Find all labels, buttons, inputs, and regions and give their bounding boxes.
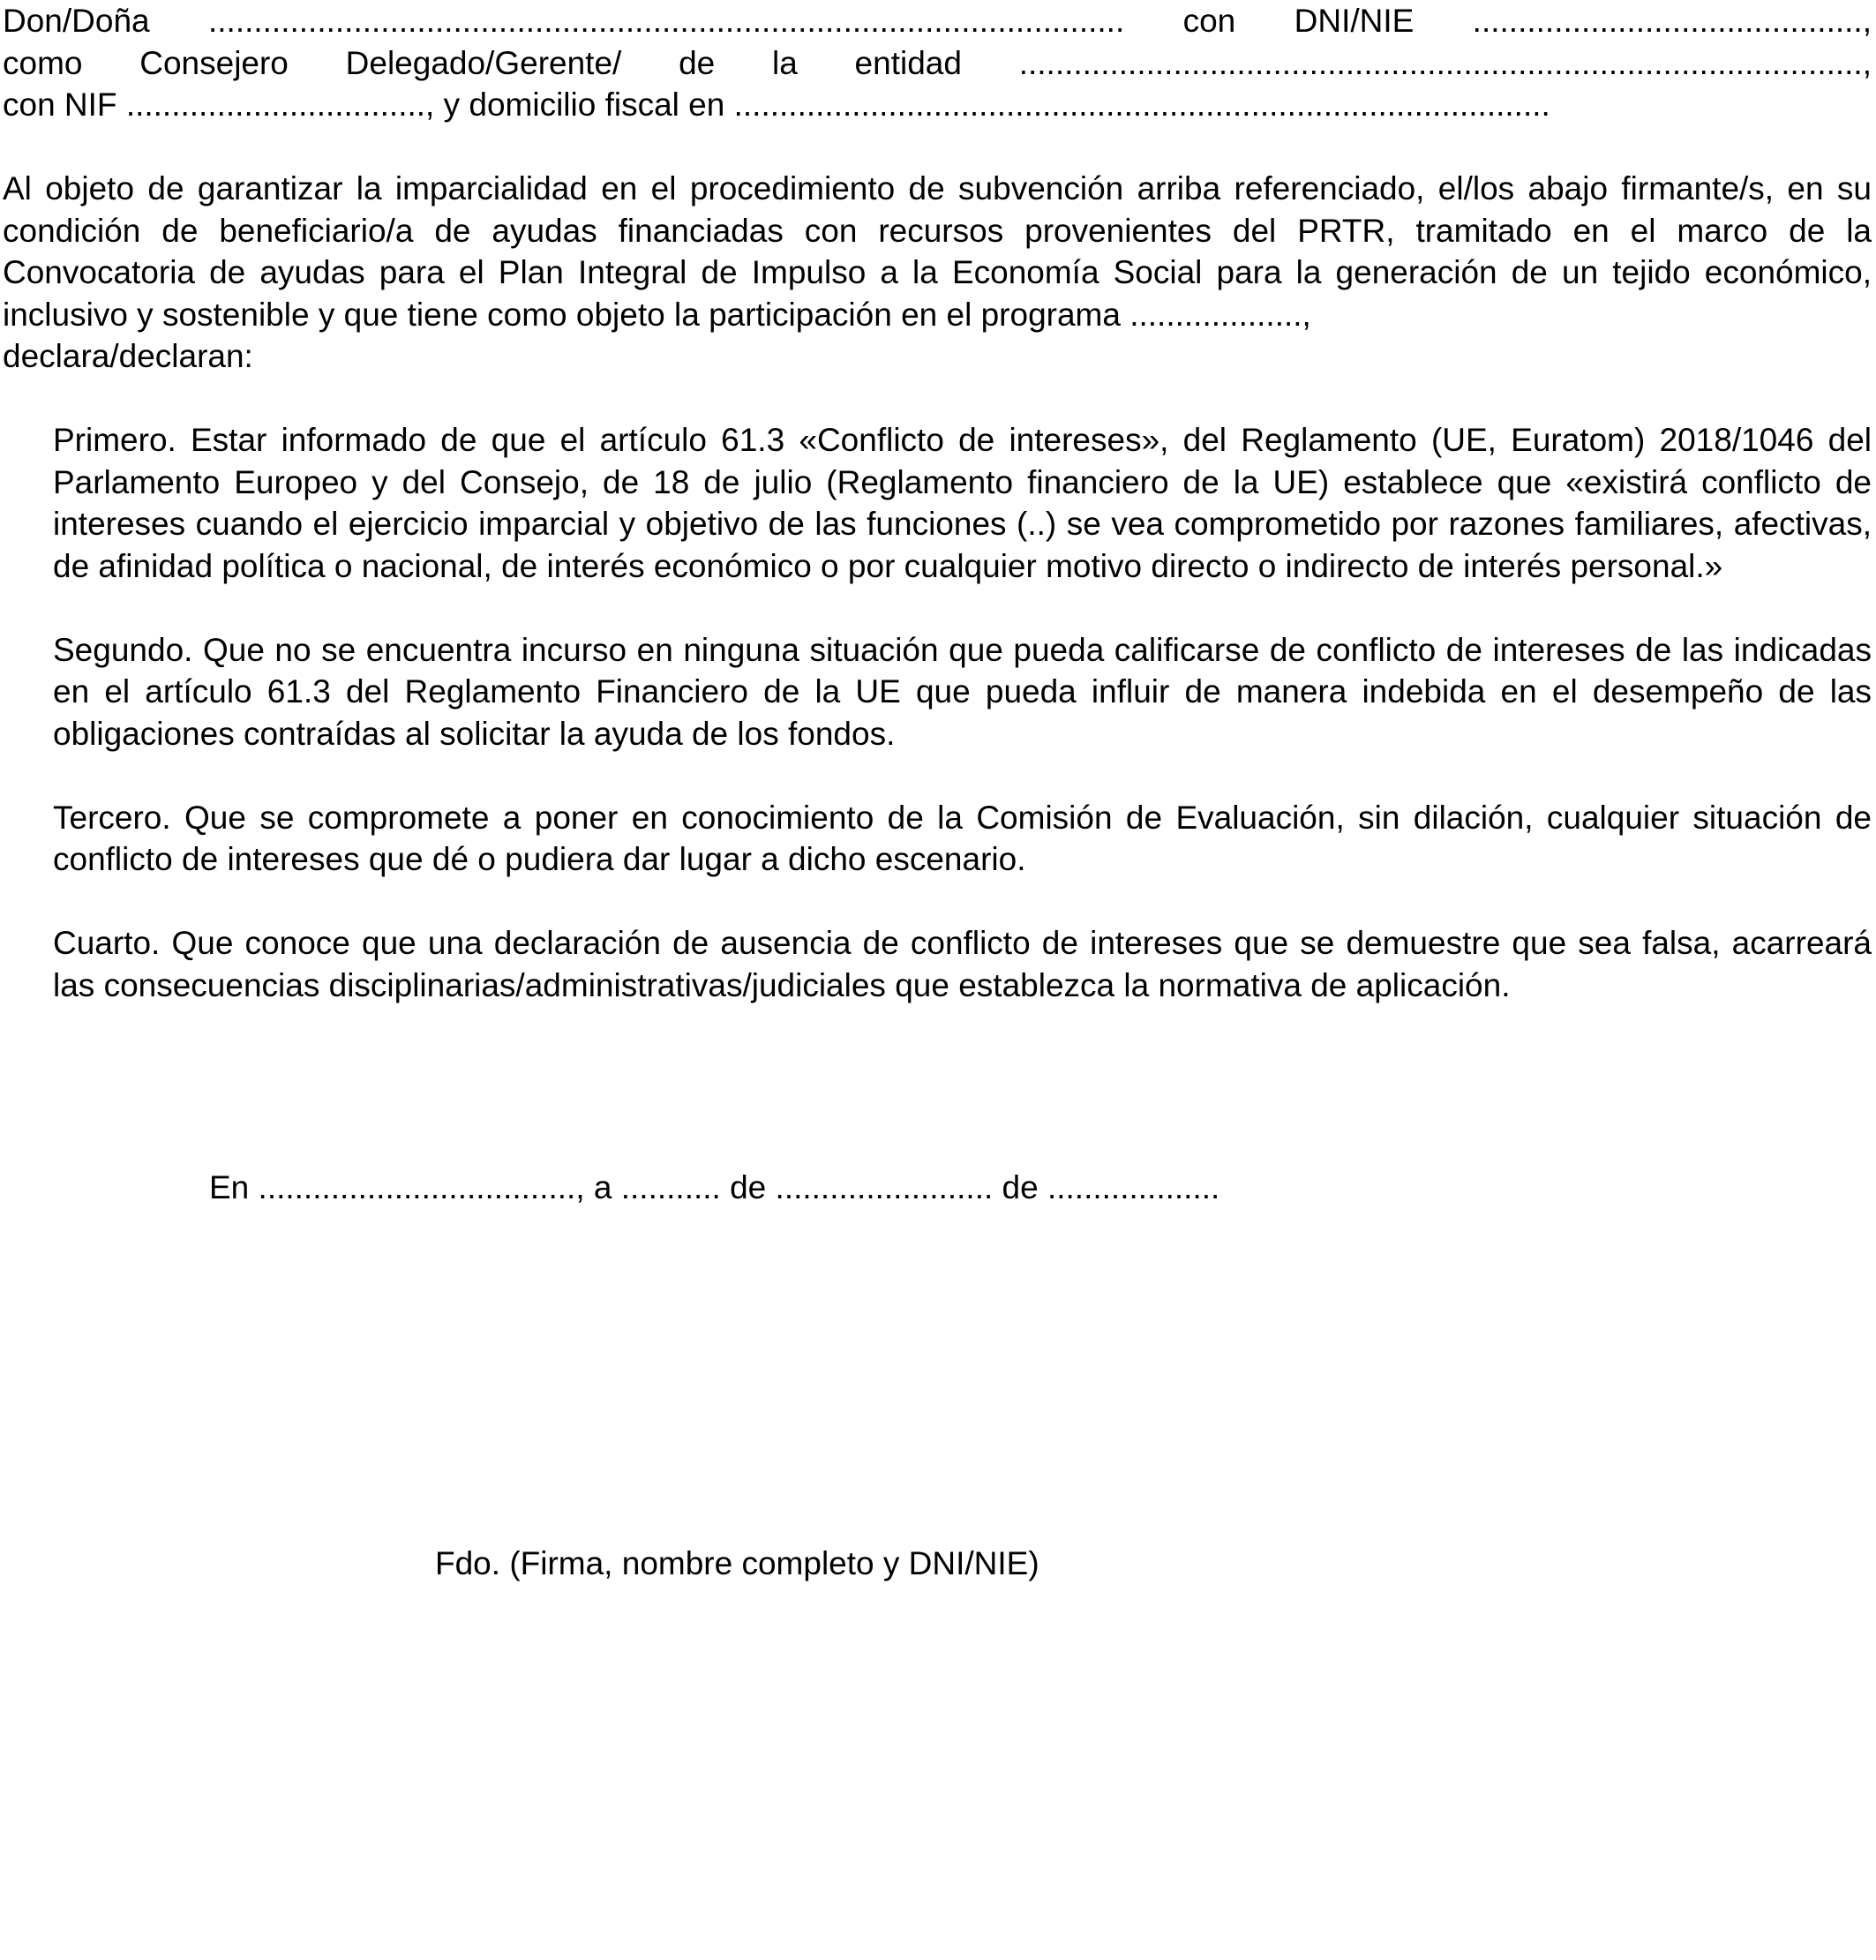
signature-line: Fdo. (Firma, nombre completo y DNI/NIE) bbox=[435, 1545, 1039, 1581]
declaration-segundo: Segundo. Que no se encuentra incurso en ninguna situación que pueda calificarse de conflicto de intereses de las indicadas en el artículo 61.3 del Reglamento Financiero de la UE que pueda influir de manera indebida en el desempeño de las obligaciones contraídas al solicitar la ayuda de los fondos. bbox=[53, 631, 1872, 752]
declaration-document bbox=[3, 0, 1872, 1048]
declaration-tercero: Tercero. Que se compromete a poner en conocimiento de la Comisión de Evaluación, sin dilación, cualquier situación de conflicto de intereses que dé o pudiera dar lugar a dicho escenario. bbox=[53, 799, 1872, 877]
declarant-role-line: como Consejero Delegado/Gerente/ de la entidad ............................................................................................., bbox=[3, 44, 1872, 81]
intro-paragraph bbox=[3, 168, 1872, 378]
declarant-header bbox=[3, 0, 1872, 126]
declarant-name-line: Don/Doña ..................................................................................................... con DNI/NIE ..........................................., bbox=[3, 3, 1872, 39]
declaration-primero: Primero. Estar informado de que el artículo 61.3 «Conflicto de intereses», del Reglamento (UE, Euratom) 2018/1046 del Parlamento Europeo y del Consejo, de 18 de julio (Reglamento financiero de la UE) establece que «existirá conflicto de intereses cuando el ejercicio imparcial y objetivo de las funciones (..) se vea comprometido por razones familiares, afectivas, de afinidad política o nacional, de interés económico o por cualquier motivo directo o indirecto de interés personal.» bbox=[53, 422, 1872, 584]
intro-text: Al objeto de garantizar la imparcialidad en el procedimiento de subvención arriba referenciado, el/los abajo firmante/s, en su condición de beneficiario/a de ayudas financiadas con recursos provenientes del PRTR, tramitado en el marco de la Convocatoria de ayudas para el Plan Integral de Impulso a la Economía Social para la generación de un tejido económico, inclusivo y sostenible y que tiene como objeto la participación en el programa ..................., bbox=[3, 170, 1872, 333]
place-date-line: En ..................................., a ........... de ........................ de ................... bbox=[209, 1169, 1220, 1205]
declarations-list bbox=[3, 419, 1872, 1006]
declarant-nif-line: con NIF ................................., y domicilio fiscal en .......................................................................................... bbox=[3, 86, 1550, 123]
intro-closing: declara/declaran: bbox=[3, 338, 253, 374]
declaration-cuarto: Cuarto. Que conoce que una declaración de ausencia de conflicto de intereses que se demuestre que sea falsa, acarreará las consecuencias disciplinarias/administrativas/judiciales que establezca la normativa de aplicación. bbox=[53, 925, 1872, 1003]
